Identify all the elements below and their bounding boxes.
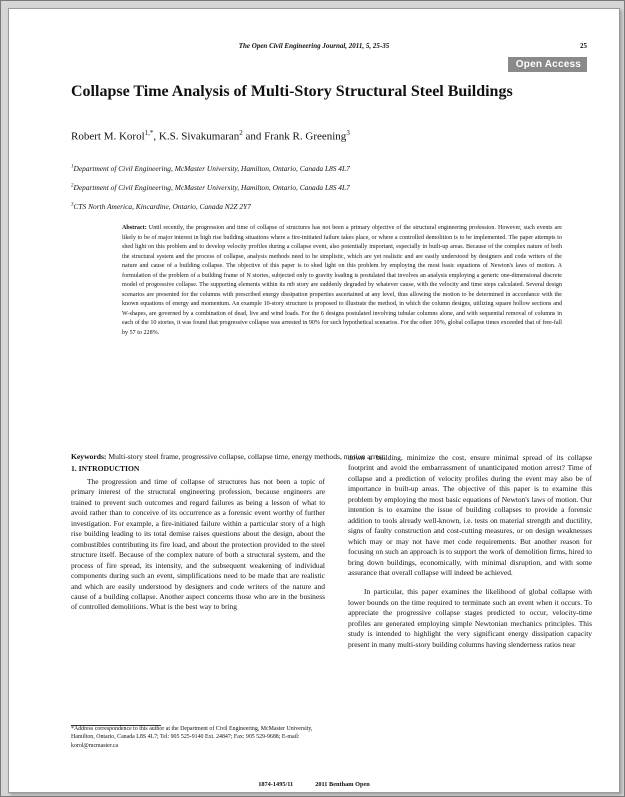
body-column-left bbox=[71, 457, 325, 613]
affiliation-1 bbox=[71, 164, 350, 173]
author-sup: 2 bbox=[239, 129, 243, 137]
author-sup: 3 bbox=[346, 129, 350, 137]
issn: 1874-1495/11 bbox=[258, 781, 294, 788]
author-sivakumaran: , K.S. Sivakumaran bbox=[153, 130, 240, 143]
abstract-text: Until recently, the progression and time of collapse of structures has not been a primary objective of the structural engineering profession. However, such events are likely to be of major interest in high rise building situations where a fire-initiated failure takes place, or where a controlled demolition is to be implemented. The paper attempts to shed light on this problem and to develop velocity profiles during a collapse event, also potentially important, especially in built-up areas. Because of the complex nature of both the structural system and the process of collapse, analysis methods need to be simplistic, which are yet realistic and are easily understood by designers and code writers of the nature and cause of a building collapse. The objective of this paper is to shed light on this problem by employing the most basic equations of Newton's laws of motion. A formulation of the problem of a building frame of N stories, subjected only to gravity loading is postulated that involves an analysis employing a generic one-dimensional discrete model of progressive collapse. The supporting elements within its bbox=[122, 225, 562, 289]
affiliation-sup: 3 bbox=[71, 202, 74, 208]
abstract bbox=[122, 224, 562, 339]
affiliation-text: CTS North America, Kincardine, Ontario, Canada N2Z 2Y7 bbox=[73, 202, 251, 211]
keywords-label: Keywords: bbox=[71, 452, 107, 461]
paper-page bbox=[8, 8, 620, 793]
affiliation-3 bbox=[71, 202, 251, 211]
author-greening: and Frank R. Greening bbox=[242, 130, 347, 143]
affiliation-2 bbox=[71, 183, 350, 192]
author-sup: 1,* bbox=[144, 129, 154, 137]
author-list bbox=[71, 129, 350, 143]
abstract-text: story are suddenly degraded by whatever cause, with the velocity and time steps calculated. Several design scenarios are presented for the columns with prescribed energy dissipation properties ascertained at any level, thus allowing the motion to be determined in accordance with the known equations of energy and momentum. An example 10-story structure is proposed to illustrate the method, in which the column designs, utilizing square hollow sections and W-shapes, are governed by a combination of dead, live and wind loads. For the 6 designs postulated involving tubular columns alone, and with sequential removal of columns in each of the 10 stories, it was found that progressive collapse was arrested in 90% for such hypothetical scenarios. For the other 10%, global collapse times exceeded that of free-fall by 57 to 228%. bbox=[122, 282, 562, 337]
abstract-label: Abstract: bbox=[122, 225, 147, 231]
open-access-badge: Open Access bbox=[508, 57, 587, 72]
paragraph: The progression and time of collapse of structures has not been a topic of primary interest of the structural engineering profession, because engineers are trained to prevent such outcomes and regard failures as being a lesson of what to avoid rather than to conceive of its occurrence as a forensic event worthy of further investigation. For example, a fire-initiated failure within a particular story of a high rise building leading to its total demise raises questions about the design, about the combustibles contributing its fire load, and about the protection provided to the steel structure itself. Because of the complex nature of both a structural system, and the process of fire spread, its intensity, and the subsequent weakening of individual components during such an event, simplifications need to be made that are realistic and which are easily understood by designers and code writers of the nature and cause of a building collapse. Another aspect concerns those who are in the business of controlled demolitions. What is the best way to bring bbox=[71, 477, 325, 612]
section-heading: 1. INTRODUCTION bbox=[71, 464, 140, 473]
page-footer bbox=[9, 781, 619, 788]
body-column-right bbox=[348, 453, 592, 650]
page-number: 25 bbox=[580, 42, 587, 50]
paragraph: In particular, this paper examines the likelihood of global collapse with lower bounds on the time required to terminate such an event when it occurs. To appreciate the progressive collapse stages predicted to occur, velocity-time profiles are generated employing simple Newtonian mechanics principles. This study is intended to highlight the very significant energy dissipation capacity present in many multi-story building columns having slenderness ratios near bbox=[348, 587, 592, 649]
affiliation-sup: 1 bbox=[71, 164, 74, 170]
journal-header: The Open Civil Engineering Journal, 2011, 5, 25-35 bbox=[238, 42, 390, 50]
keywords-text: Multi-story steel frame, progressive collapse, collapse time, energy methods, motion arrest. bbox=[106, 452, 386, 461]
author-korol: Robert M. Korol bbox=[71, 130, 145, 143]
paper-title: Collapse Time Analysis of Multi-Story Structural Steel Buildings bbox=[71, 83, 513, 100]
publisher: 2011 Bentham Open bbox=[315, 781, 370, 788]
affiliation-text: Department of Civil Engineering, McMaster University, Hamilton, Ontario, Canada L8S 4L7 bbox=[73, 183, 350, 192]
footnote: *Address correspondence to this author at the Department of Civil Engineering, McMaster University, Hamilton, Ontario, Canada L8S 4L7; Tel: 905 525-9140 Ext. 24847; Fax: 905 529-9688; E-mail: korol@mcmaster.ca bbox=[71, 726, 313, 749]
affiliation-text: Department of Civil Engineering, McMaster University, Hamilton, Ontario, Canada L8S 4L7 bbox=[73, 164, 350, 173]
paragraph: down a building, minimize the cost, ensure minimal spread of its collapse footprint and avoid the embarrassment of unanticipated motion arrest? Time of collapse and a prediction of velocity profiles during the event may also be of importance in built-up areas. The objective of this paper is to examine this problem by employing the most basic equations of Newton's laws of motion. Our intention is to examine the issue of building collapses to provide a forensic addition to tools already well-known, i.e. tests on material strength and ductility, signs of faulty construction and cost-cutting measures, or on design weaknesses which may or may not have met code requirements. But another reason for focusing on such an approach is to support the work of demolition firms, hired to bring down buildings, economically, with minimal disruption, and with some assurance that overall collapse will indeed be achieved. bbox=[348, 453, 592, 577]
affiliation-sup: 2 bbox=[71, 183, 74, 189]
abstract-text-italic: nth bbox=[286, 282, 295, 289]
